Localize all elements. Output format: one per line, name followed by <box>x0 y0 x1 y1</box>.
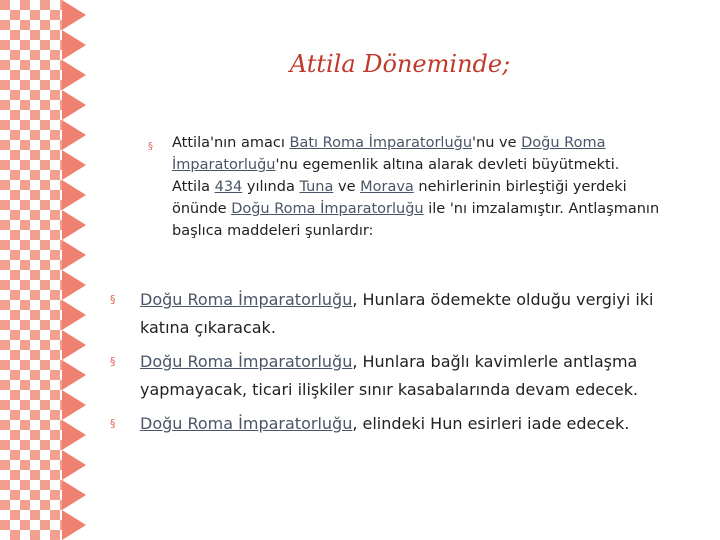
text: Attila <box>172 179 215 195</box>
text: yılında <box>242 179 300 195</box>
text: Attila'nın amacı <box>172 135 290 151</box>
intro-line-2 <box>172 154 690 176</box>
text: 'nu ve <box>472 135 522 151</box>
text: ve <box>333 179 361 195</box>
slide-title: Attila Döneminde; <box>289 50 511 78</box>
text: ile 'nı imzalamıştır. Antlaşmanın <box>423 201 660 217</box>
link-dogu-roma-imparatorlugu[interactable]: Doğu Roma İmparatorluğu <box>140 352 353 371</box>
bullet-icon: § <box>110 417 116 430</box>
link-tuna[interactable]: Tuna <box>299 179 334 195</box>
link-dogu-roma[interactable]: Doğu Roma <box>521 135 606 151</box>
intro-line-1 <box>172 132 690 154</box>
intro-line-4 <box>172 198 690 220</box>
bullet-icon: § <box>110 293 116 306</box>
decorative-border <box>0 0 100 540</box>
bullet-icon: § <box>148 141 153 152</box>
text: , Hunlara ödemekte olduğu vergiyi iki <box>352 290 654 309</box>
intro-line-5: başlıca maddeleri şunlardır: <box>172 223 374 239</box>
intro-paragraph <box>150 132 690 242</box>
text: 'nu egemenlik altına alarak devleti büyütmekti. <box>275 157 620 173</box>
treaty-points-list <box>110 286 690 444</box>
text: , elindeki Hun esirleri iade edecek. <box>352 414 630 433</box>
text: nehirlerinin birleştiği yerdeki <box>413 179 627 195</box>
list-item <box>110 286 690 342</box>
link-dogu-roma-imparatorlugu[interactable]: Doğu Roma İmparatorluğu <box>140 290 353 309</box>
text: yapmayacak, ticari ilişkiler sınır kasabalarında devam edecek. <box>140 380 639 399</box>
link-dogu-roma-imparatorlugu[interactable]: Doğu Roma İmparatorluğu <box>140 414 353 433</box>
text: katına çıkaracak. <box>140 318 276 337</box>
list-item <box>110 348 690 404</box>
link-bati-roma[interactable]: Batı Roma İmparatorluğu <box>289 135 473 151</box>
bullet-icon: § <box>110 355 116 368</box>
intro-line-3 <box>172 176 690 198</box>
link-dogu-roma-imparatorlugu[interactable]: Doğu Roma İmparatorluğu <box>231 201 424 217</box>
link-morava[interactable]: Morava <box>360 179 414 195</box>
link-434[interactable]: 434 <box>214 179 243 195</box>
list-item <box>110 410 690 438</box>
text: önünde <box>172 201 232 217</box>
link-imparatorlugu[interactable]: İmparatorluğu <box>172 157 276 173</box>
text: , Hunlara bağlı kavimlerle antlaşma <box>352 352 638 371</box>
